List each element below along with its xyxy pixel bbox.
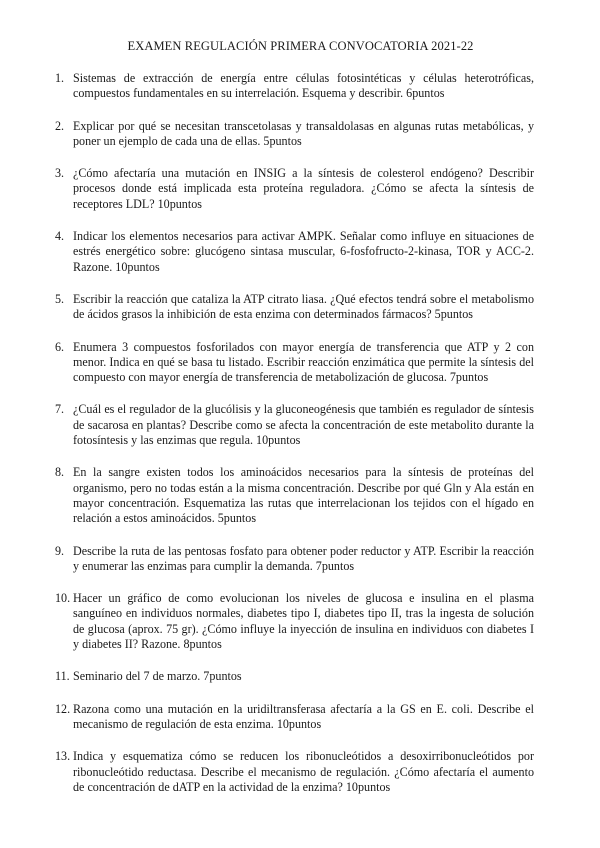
question-text: En la sangre existen todos los aminoácidos necesarios para la síntesis de proteínas del organismo, pero no todas están a la misma concentración. Describe por qué Gln y Ala están en mayor concentración. Esquematiza las rutas que interrelacionan los tejidos con el hígado en relación a estos aminoácidos. 5puntos <box>73 465 534 526</box>
question-item <box>55 119 534 150</box>
question-item <box>55 166 534 212</box>
question-item <box>55 340 534 386</box>
question-item <box>55 669 534 684</box>
question-item <box>55 591 534 652</box>
question-number: 7. <box>55 402 65 417</box>
question-item <box>55 71 534 102</box>
question-item <box>55 702 534 733</box>
question-number: 12. <box>55 701 71 716</box>
question-number: 8. <box>55 465 65 480</box>
question-number: 11. <box>55 669 70 684</box>
question-text: Razona como una mutación en la uridiltransferasa afectaría a la GS en E. coli. Describe el mecanismo de regulación de esta enzima. 10puntos <box>73 701 534 731</box>
question-number: 2. <box>55 118 65 133</box>
question-text: Indicar los elementos necesarios para activar AMPK. Señalar como influye en situaciones de estrés energético sobre: glucógeno sintasa muscular, 6-fosfofructo-2-kinasa, TOR y ACC-2. Razone. 10puntos <box>73 229 534 274</box>
question-text: Sistemas de extracción de energía entre células fotosintéticas y células heterotróficas, compuestos fundamentales en su interrelación. Esquema y describir. 6puntos <box>73 71 534 101</box>
question-text: ¿Cómo afectaría una mutación en INSIG a la síntesis de colesterol endógeno? Describir procesos donde está implicada esta proteína reguladora. ¿Cómo se afecta la síntesis de receptores LDL? 10puntos <box>73 166 534 211</box>
question-item <box>55 544 534 575</box>
exam-title: EXAMEN REGULACIÓN PRIMERA CONVOCATORIA 2021-22 <box>127 39 474 53</box>
question-text: Enumera 3 compuestos fosforilados con mayor energía de transferencia que ATP y 2 con menor. Indica en qué se basa tu listado. Escribir reacción enzimática que permite la síntesis del compuesto con mayor energía de transferencia de metabolización de glucosa. 7puntos <box>73 339 534 385</box>
question-text: Hacer un gráfico de como evolucionan los niveles de glucosa e insulina en el plasma sanguíneo en individuos normales, diabetes tipo I, diabetes tipo II, tras la ingesta de solución de glucosa (aprox. 75 gr). ¿Cómo influye la inyección de insulina en individuos con diabetes I y diabetes II? Razone. 8puntos <box>73 591 534 652</box>
question-number: 13. <box>55 749 71 764</box>
question-number: 4. <box>55 229 65 244</box>
question-item <box>55 465 534 526</box>
question-number: 10. <box>55 591 71 606</box>
question-item <box>55 292 534 323</box>
question-text: Escribir la reacción que cataliza la ATP citrato liasa. ¿Qué efectos tendrá sobre el metabolismo de ácidos grasos la inhibición de esta enzima con determinados fármacos? 5puntos <box>73 291 534 322</box>
question-number: 3. <box>55 166 65 181</box>
question-list <box>55 71 534 795</box>
question-item <box>55 229 534 275</box>
question-text: Seminario del 7 de marzo. 7puntos <box>73 669 242 684</box>
question-text: Indica y esquematiza cómo se reducen los ribonucleótidos a desoxirribonucleótidos por ribonucleótido reductasa. Describe el mecanismo de regulación. ¿Cómo afectaría el aumento de concentración de dATP en la actividad de la enzima? 10puntos <box>73 749 534 794</box>
question-item <box>55 749 534 795</box>
question-number: 6. <box>55 339 65 354</box>
question-number: 5. <box>55 291 65 306</box>
question-text: Describe la ruta de las pentosas fosfato para obtener poder reductor y ATP. Escribir la reacción y enumerar las enzimas para cumplir la demanda. 7puntos <box>73 543 534 573</box>
question-text: ¿Cuál es el regulador de la glucólisis y la gluconeogénesis que también es regulador de síntesis de sacarosa en plantas? Describe como se afecta la concentración de este metabolito durante la fotosíntesis y las enzimas que regula. 10puntos <box>73 402 534 448</box>
question-number: 1. <box>55 71 65 85</box>
question-text: Explicar por qué se necesitan transcetolasas y transaldolasas en algunas rutas metabólicas, y poner un ejemplo de cada una de ellas. 5puntos <box>73 118 534 148</box>
question-item <box>55 402 534 448</box>
question-number: 9. <box>55 543 65 558</box>
